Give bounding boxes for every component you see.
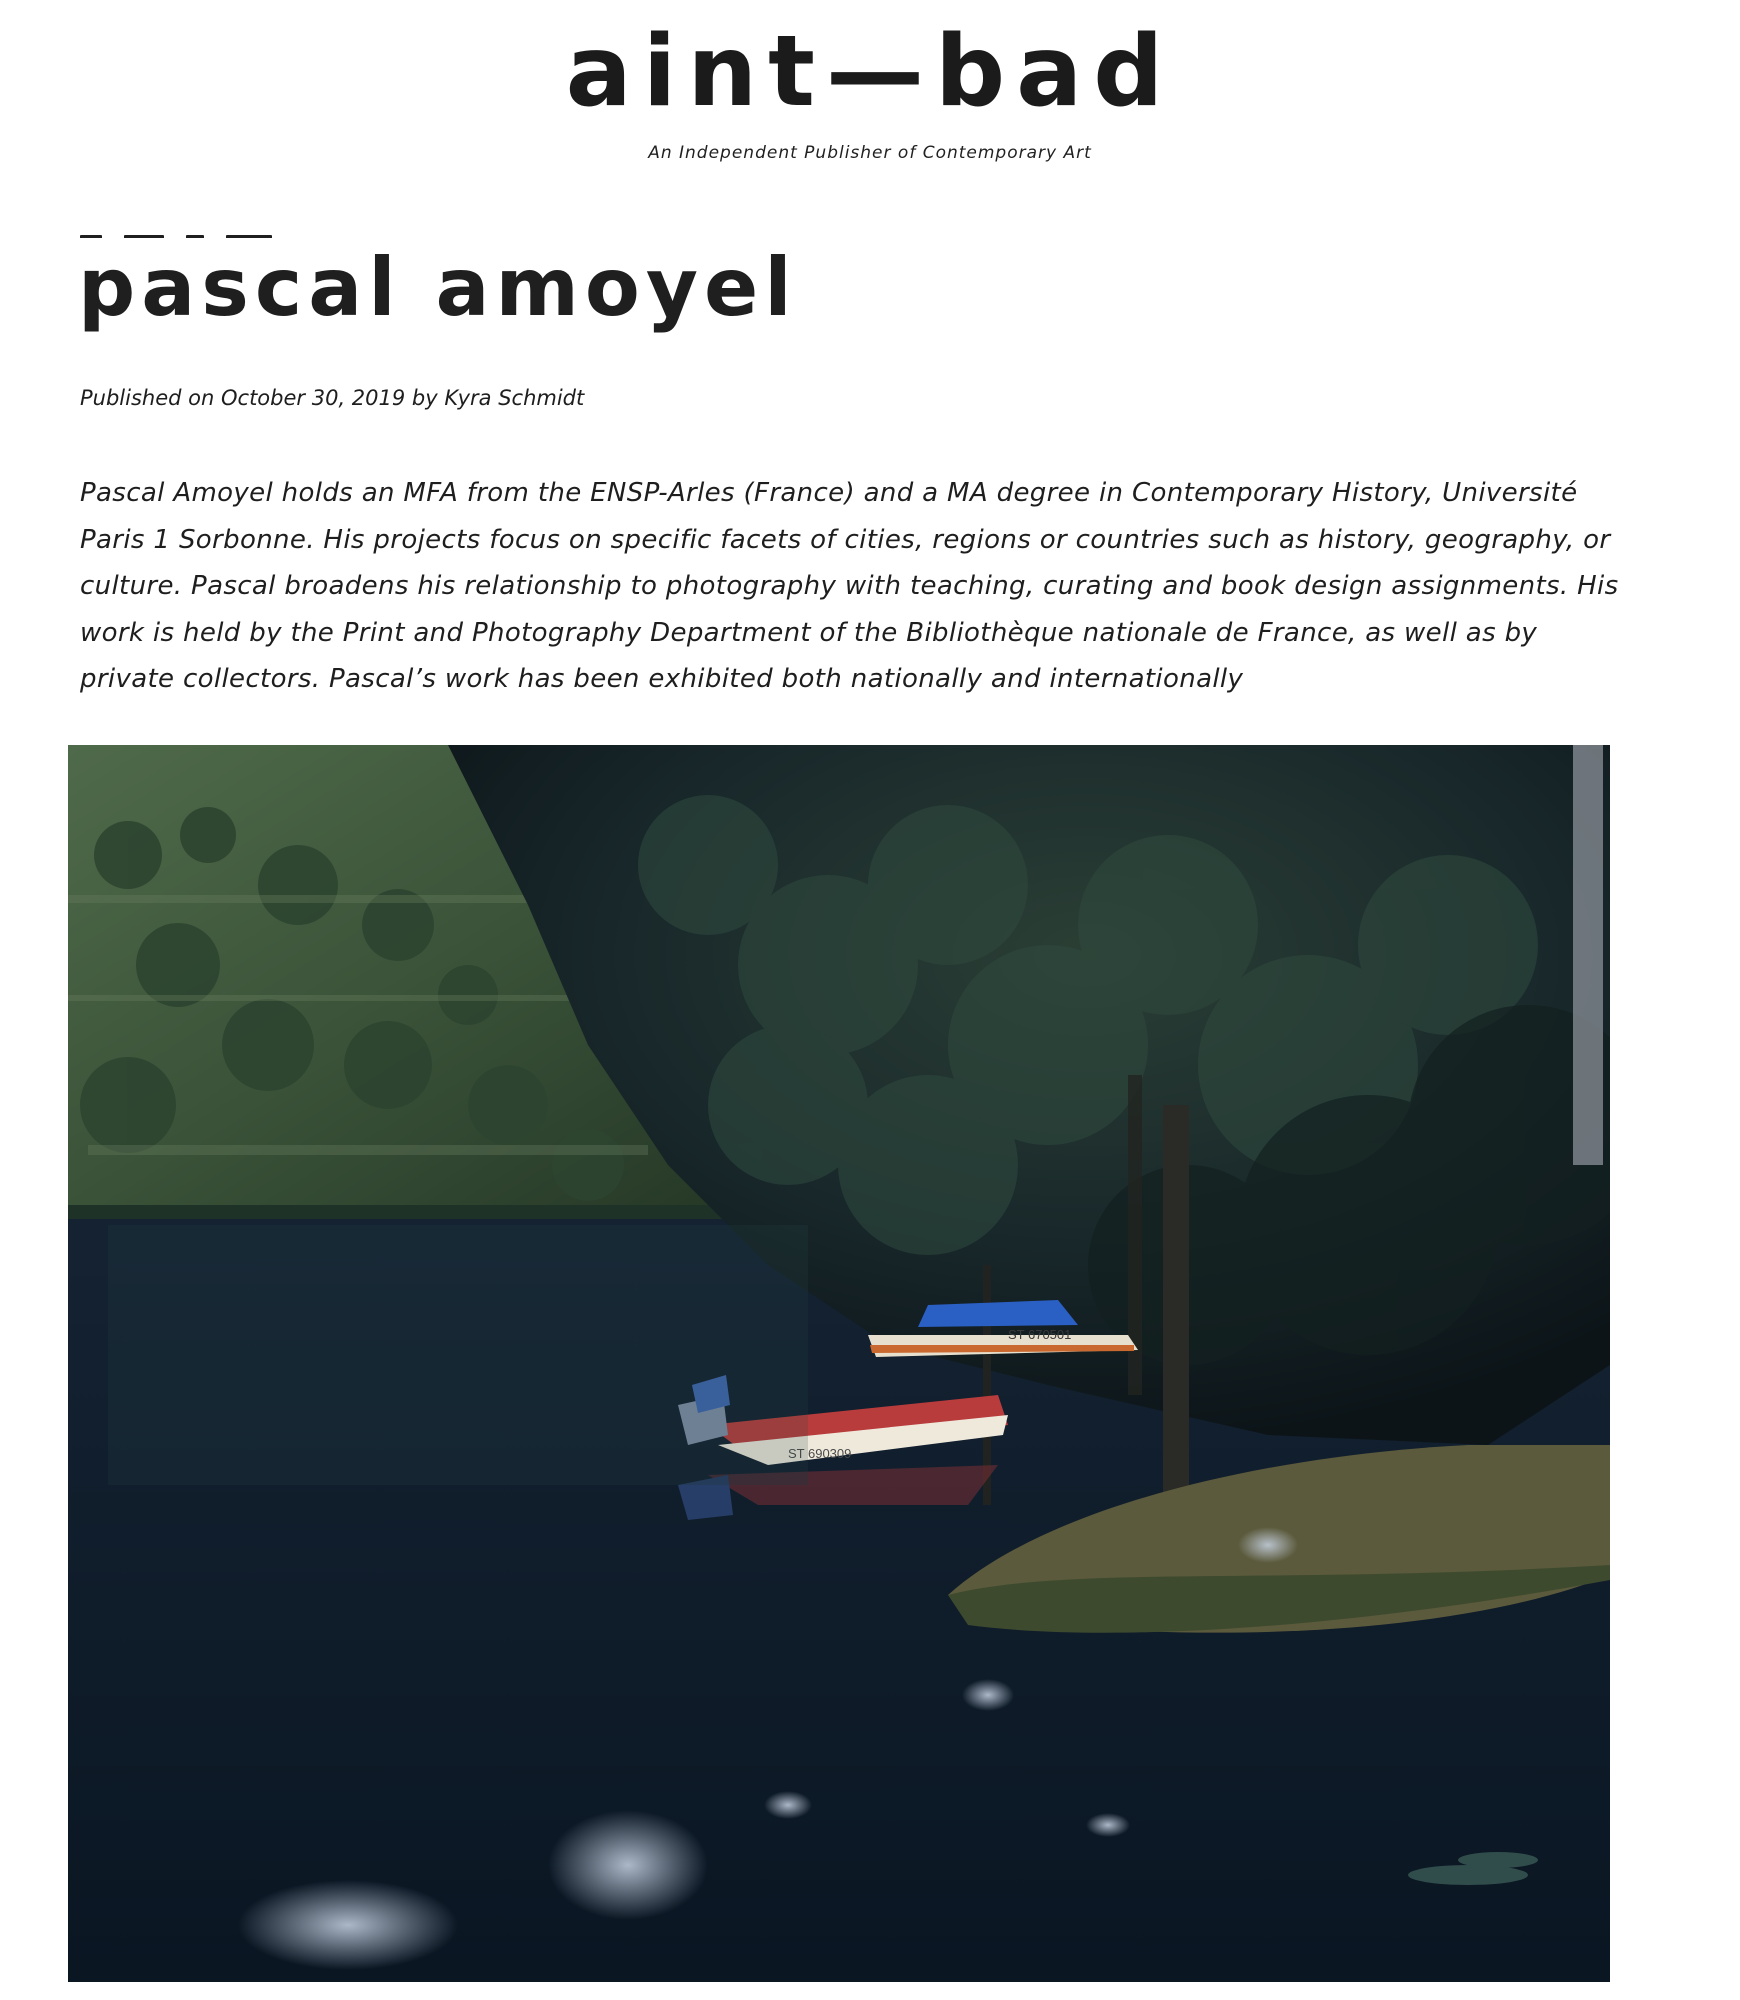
- bio-line: private collectors. Pascal’s work has been exhibited both nationally and internationally: [80, 664, 1244, 694]
- post-meta: [80, 386, 584, 410]
- published-date: October 30, 2019: [221, 386, 406, 410]
- site-tagline: An Independent Publisher of Contemporary Art: [648, 143, 1092, 163]
- site-logo[interactable]: aint—bad: [565, 15, 1175, 129]
- bio-line: culture. Pascal broadens his relationship to photography with teaching, curating and book design assignments. His: [80, 571, 1619, 601]
- bio-line: work is held by the Print and Photography Department of the Bibliothèque nationale de France, as well as by: [80, 617, 1538, 648]
- site-header: [0, 0, 1740, 190]
- artist-bio: [80, 470, 1700, 703]
- boat-registration-back: ST 670501: [1008, 1327, 1072, 1342]
- bio-line: Pascal Amoyel holds an MFA from the ENSP-Arles (France) and a MA degree in Contemporary History, Université: [80, 478, 1578, 508]
- author-link[interactable]: Kyra Schmidt: [444, 386, 585, 410]
- river-landscape-image: [68, 745, 1610, 1982]
- boat-registration-front: ST 690309: [788, 1446, 852, 1461]
- byline-by: by: [411, 386, 438, 410]
- page-title: pascal amoyel: [78, 241, 798, 334]
- featured-photograph[interactable]: [68, 745, 1610, 1982]
- published-prefix: Published on: [80, 386, 215, 410]
- bio-line: Paris 1 Sorbonne. His projects focus on specific facets of cities, regions or countries such as history, geography, or: [80, 524, 1611, 555]
